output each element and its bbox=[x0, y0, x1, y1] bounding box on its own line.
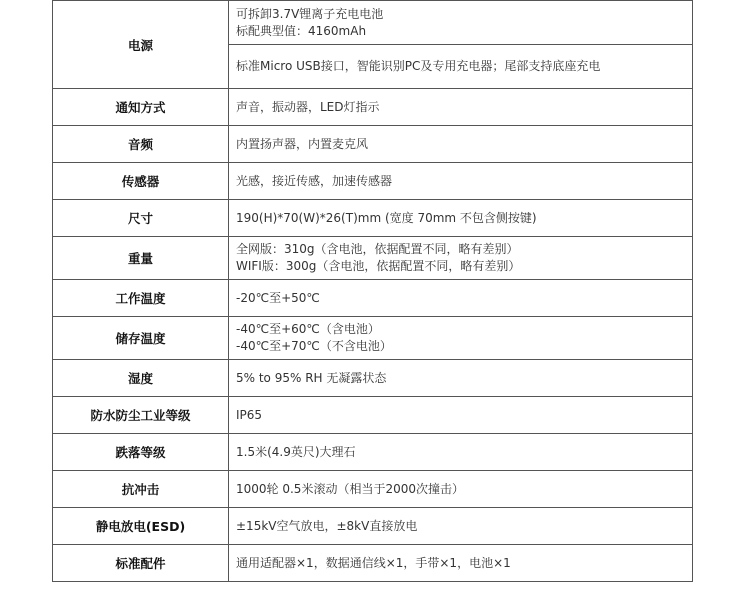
spec-key: 防水防尘工业等级 bbox=[53, 397, 229, 434]
spec-row-accessories bbox=[53, 545, 693, 582]
spec-value bbox=[229, 471, 693, 508]
spec-row-humidity bbox=[53, 360, 693, 397]
spec-value bbox=[229, 1, 693, 89]
spec-value-line: 光感，接近传感，加速传感器 bbox=[236, 173, 393, 188]
spec-value-line: 1.5米(4.9英尺)大理石 bbox=[236, 444, 356, 459]
spec-row-weight bbox=[53, 237, 693, 280]
spec-value bbox=[229, 360, 693, 397]
spec-value bbox=[229, 317, 693, 360]
spec-table bbox=[52, 0, 693, 582]
spec-row-esd bbox=[53, 508, 693, 545]
spec-value-line: 全网版：310g（含电池，依据配置不同，略有差别） bbox=[236, 242, 519, 256]
spec-value-line: IP65 bbox=[236, 407, 263, 422]
spec-row-drop bbox=[53, 434, 693, 471]
spec-key: 湿度 bbox=[53, 360, 229, 397]
spec-row-audio bbox=[53, 126, 693, 163]
power-battery-cell bbox=[229, 2, 692, 45]
spec-value-line: 5% to 95% RH 无凝露状态 bbox=[236, 370, 387, 385]
spec-value bbox=[229, 200, 693, 237]
spec-value bbox=[229, 434, 693, 471]
spec-key: 工作温度 bbox=[53, 280, 229, 317]
spec-row-power bbox=[53, 1, 693, 89]
spec-value bbox=[229, 280, 693, 317]
spec-value-line: 可拆卸3.7V锂离子充电电池 bbox=[236, 6, 384, 21]
spec-value bbox=[229, 397, 693, 434]
spec-value-line: 标准Micro USB接口，智能识别PC及专用充电器；尾部支持底座充电 bbox=[236, 58, 601, 73]
spec-key: 抗冲击 bbox=[53, 471, 229, 508]
spec-row-sensors bbox=[53, 163, 693, 200]
spec-value bbox=[229, 126, 693, 163]
spec-value-line: 内置扬声器，内置麦克风 bbox=[236, 136, 369, 151]
spec-value-line: 190(H)*70(W)*26(T)mm (宽度 70mm 不包含侧按键) bbox=[236, 210, 537, 225]
spec-key: 储存温度 bbox=[53, 317, 229, 360]
spec-value-line: -40℃至+60℃（含电池） bbox=[236, 322, 380, 336]
spec-value-line: 通用适配器×1，数据通信线×1，手带×1，电池×1 bbox=[236, 555, 511, 570]
spec-key: 电源 bbox=[53, 1, 229, 89]
spec-value-line: WIFI版：300g（含电池，依据配置不同，略有差别） bbox=[236, 259, 521, 273]
spec-value-line: 声音，振动器，LED灯指示 bbox=[236, 99, 380, 114]
spec-key: 尺寸 bbox=[53, 200, 229, 237]
spec-key: 传感器 bbox=[53, 163, 229, 200]
spec-value bbox=[229, 89, 693, 126]
spec-key: 重量 bbox=[53, 237, 229, 280]
spec-value-line: ±15kV空气放电，±8kV直接放电 bbox=[236, 518, 418, 533]
spec-key: 标准配件 bbox=[53, 545, 229, 582]
spec-key: 跌落等级 bbox=[53, 434, 229, 471]
spec-value bbox=[229, 163, 693, 200]
power-subtable bbox=[229, 2, 692, 88]
spec-row-storage-temp bbox=[53, 317, 693, 360]
power-charging-cell bbox=[229, 45, 692, 88]
spec-row-ip-rating bbox=[53, 397, 693, 434]
spec-value bbox=[229, 508, 693, 545]
spec-key: 通知方式 bbox=[53, 89, 229, 126]
spec-row-tumble bbox=[53, 471, 693, 508]
spec-value-line: -20℃至+50℃ bbox=[236, 290, 320, 305]
spec-row-dimensions bbox=[53, 200, 693, 237]
spec-key: 音频 bbox=[53, 126, 229, 163]
spec-value-line: 1000轮 0.5米滚动（相当于2000次撞击） bbox=[236, 481, 464, 496]
spec-key: 静电放电(ESD) bbox=[53, 508, 229, 545]
spec-value bbox=[229, 545, 693, 582]
spec-value bbox=[229, 237, 693, 280]
spec-value-line: 标配典型值：4160mAh bbox=[236, 23, 367, 38]
spec-row-operating-temp bbox=[53, 280, 693, 317]
spec-row-notification bbox=[53, 89, 693, 126]
spec-value-line: -40℃至+70℃（不含电池） bbox=[236, 339, 392, 353]
